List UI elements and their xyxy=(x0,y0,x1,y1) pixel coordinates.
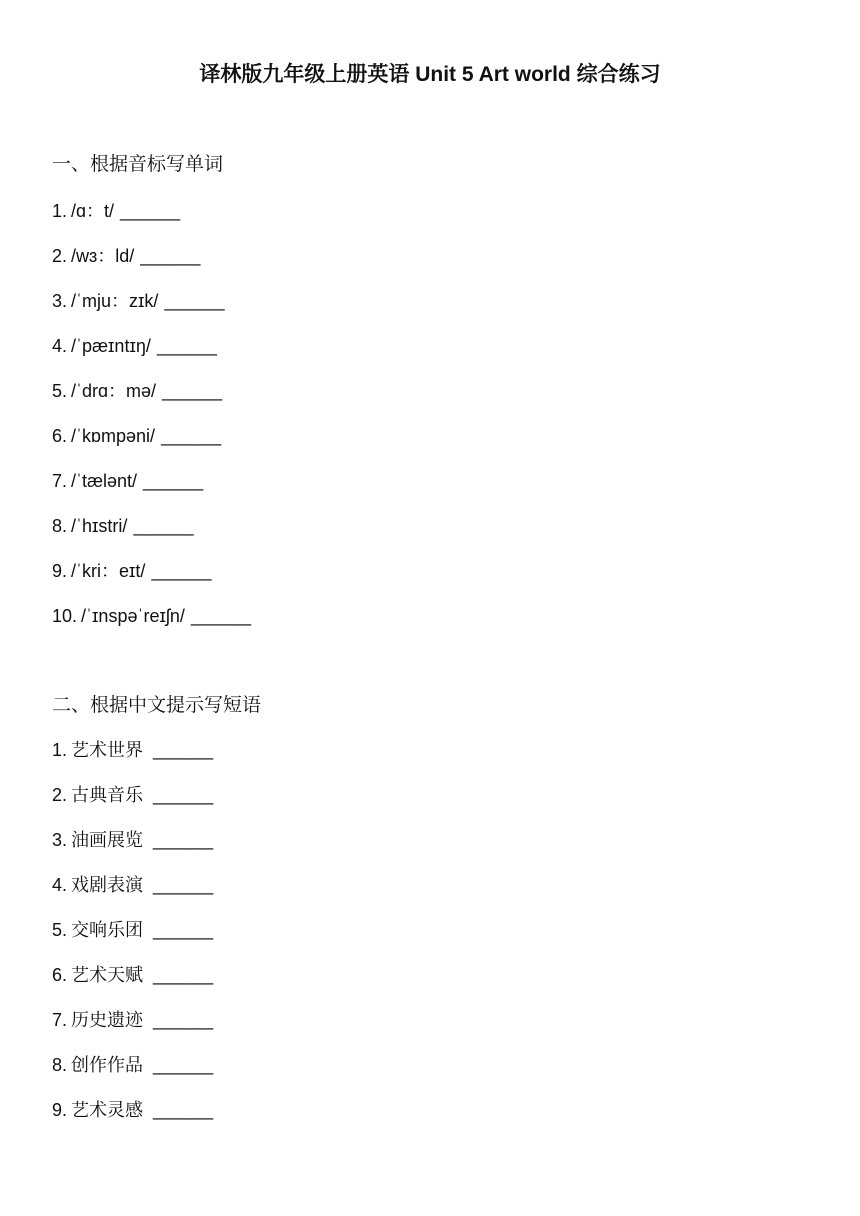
answer-blank: ______ xyxy=(153,785,214,805)
chinese-prompt: 历史遗迹 xyxy=(71,1010,144,1031)
list-item xyxy=(52,1052,213,1079)
section-heading-phrases: 二、根据中文提示写短语 xyxy=(52,694,262,716)
phonetic-prompt: /ˈkɒmpəni/ xyxy=(71,426,156,446)
phonetic-prompt: /ˈpæɪntɪŋ/ xyxy=(71,336,151,356)
chinese-prompt: 戏剧表演 xyxy=(71,875,144,896)
item-number: 7. xyxy=(52,1010,68,1030)
answer-blank: ______ xyxy=(164,291,225,311)
answer-blank: ______ xyxy=(153,740,214,760)
phonetic-prompt: /ˈtælənt/ xyxy=(71,471,138,491)
answer-blank: ______ xyxy=(153,1100,214,1120)
answer-blank: ______ xyxy=(190,606,251,626)
answer-blank: ______ xyxy=(153,965,214,985)
chinese-prompt: 交响乐团 xyxy=(71,920,144,941)
item-number: 6. xyxy=(52,965,68,985)
item-number: 9. xyxy=(52,1100,68,1120)
list-item xyxy=(52,558,212,584)
answer-blank: ______ xyxy=(153,830,214,850)
answer-blank: ______ xyxy=(153,875,214,895)
item-number: 5. xyxy=(52,381,68,401)
list-item xyxy=(52,378,222,404)
item-number: 8. xyxy=(52,516,68,536)
item-number: 7. xyxy=(52,471,68,491)
phonetic-prompt: /ˈdrɑ：mə/ xyxy=(71,381,157,401)
answer-blank: ______ xyxy=(120,201,181,221)
list-item xyxy=(52,1007,213,1034)
chinese-prompt: 艺术天赋 xyxy=(71,965,144,986)
list-item xyxy=(52,333,217,359)
list-item xyxy=(52,737,213,764)
answer-blank: ______ xyxy=(161,426,222,446)
answer-blank: ______ xyxy=(151,561,212,581)
item-number: 9. xyxy=(52,561,68,581)
list-item xyxy=(52,513,194,539)
item-number: 3. xyxy=(52,291,68,311)
chinese-prompt: 古典音乐 xyxy=(71,785,144,806)
item-number: 8. xyxy=(52,1055,68,1075)
list-item xyxy=(52,872,213,899)
section-heading-phonetics: 一、根据音标写单词 xyxy=(52,153,224,175)
list-item xyxy=(52,782,213,809)
item-number: 10. xyxy=(52,606,78,626)
item-number: 1. xyxy=(52,740,68,760)
answer-blank: ______ xyxy=(153,1055,214,1075)
list-item xyxy=(52,468,203,494)
answer-blank: ______ xyxy=(133,516,194,536)
phonetic-prompt: /ˈhɪstri/ xyxy=(71,516,128,536)
item-number: 5. xyxy=(52,920,68,940)
list-item xyxy=(52,423,221,449)
chinese-prompt: 艺术灵感 xyxy=(71,1100,144,1121)
item-number: 2. xyxy=(52,785,68,805)
list-item xyxy=(52,243,200,269)
list-item xyxy=(52,288,225,314)
chinese-prompt: 创作作品 xyxy=(71,1055,144,1076)
item-number: 2. xyxy=(52,246,68,266)
page-title: 译林版九年级上册英语 Unit 5 Art world 综合练习 xyxy=(199,63,661,86)
phonetic-prompt: /ˈmju：zɪk/ xyxy=(71,291,159,311)
phonetic-prompt: /ˈkri：eɪt/ xyxy=(71,561,146,581)
item-number: 6. xyxy=(52,426,68,446)
list-item xyxy=(52,962,213,989)
answer-blank: ______ xyxy=(153,920,214,940)
chinese-prompt: 艺术世界 xyxy=(71,740,144,761)
answer-blank: ______ xyxy=(162,381,223,401)
answer-blank: ______ xyxy=(153,1010,214,1030)
chinese-prompt: 油画展览 xyxy=(71,830,144,851)
answer-blank: ______ xyxy=(143,471,204,491)
answer-blank: ______ xyxy=(156,336,217,356)
list-item xyxy=(52,198,180,224)
phonetic-prompt: /wɜ：ld/ xyxy=(71,246,135,266)
list-item xyxy=(52,917,213,944)
phonetic-prompt: /ɑ：t/ xyxy=(71,201,115,221)
list-item xyxy=(52,1097,213,1124)
list-item xyxy=(52,827,213,854)
answer-blank: ______ xyxy=(140,246,201,266)
item-number: 4. xyxy=(52,336,68,356)
list-item xyxy=(52,603,251,629)
item-number: 3. xyxy=(52,830,68,850)
item-number: 1. xyxy=(52,201,68,221)
phonetic-prompt: /ˈɪnspəˈreɪʃn/ xyxy=(81,606,185,626)
item-number: 4. xyxy=(52,875,68,895)
